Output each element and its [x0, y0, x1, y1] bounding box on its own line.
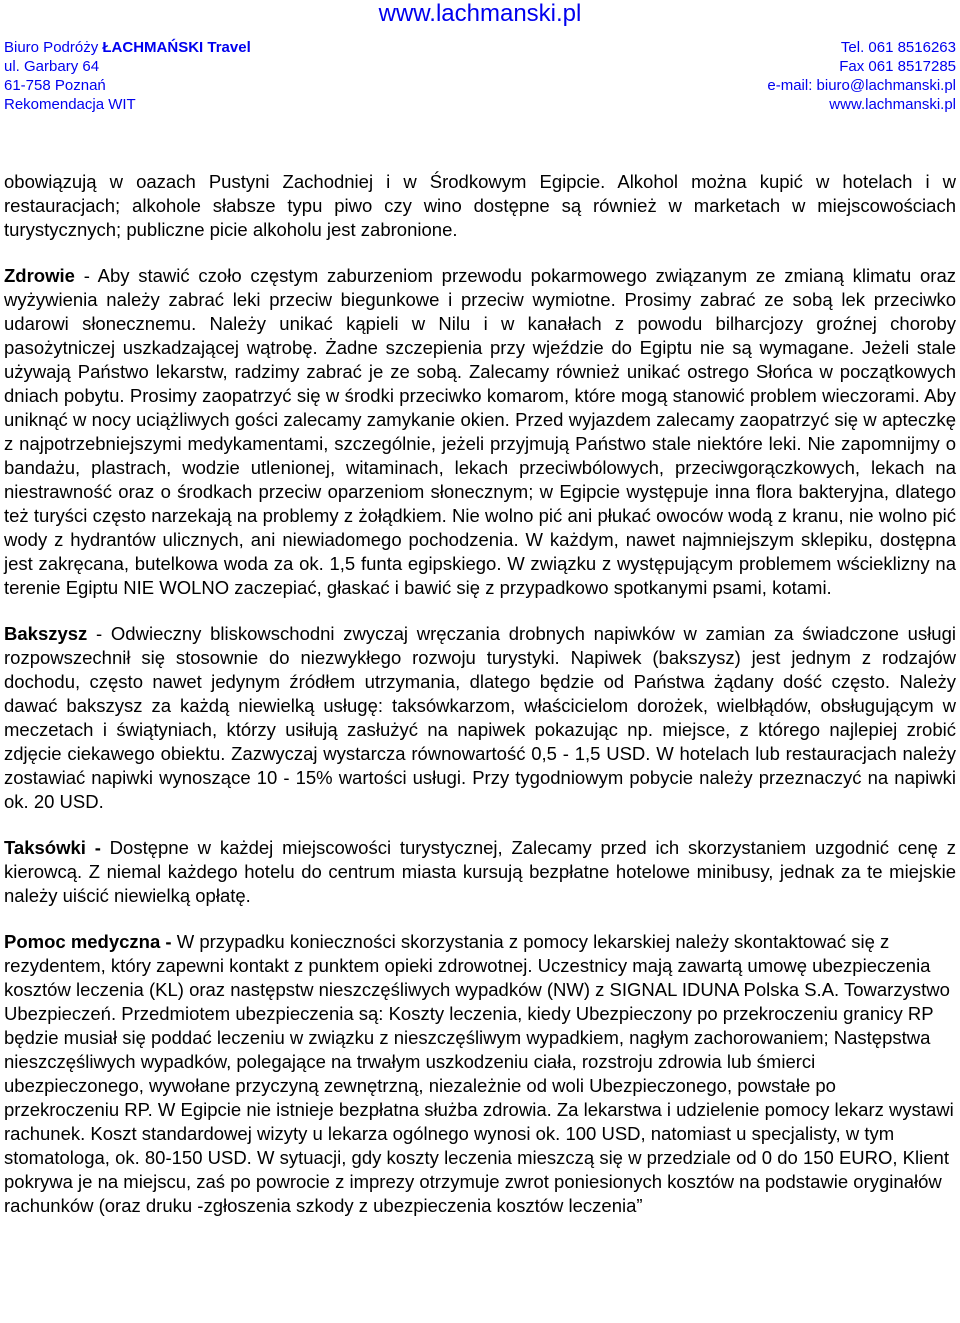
document-body	[4, 170, 956, 1240]
website-link[interactable]: www.lachmanski.pl	[829, 96, 956, 113]
city-address: 61-758 Poznań	[4, 77, 106, 94]
medical-heading: Pomoc medyczna -	[4, 931, 172, 952]
taxi-text: Dostępne w każdej miejscowości turystycznej, Zalecamy przed ich skorzystaniem uzgodnić cenę z kierowcą. Z niemal każdego hotelu do centrum miasta kursują bezpłatne hotelowe minibusy, jednak za te miejskie należy uiścić niewielką opłatę.	[4, 837, 956, 906]
letterhead-row-2	[0, 57, 960, 76]
street-address: ul. Garbary 64	[4, 58, 100, 75]
health-paragraph	[4, 264, 956, 600]
medical-text: W przypadku konieczności skorzystania z pomocy lekarskiej należy skontaktować się z rezydentem, który zapewni kontakt z punktem opieki zdrowotnej. Uczestnicy mają zawartą umowę ubezpieczenia kosztów leczenia (KL) oraz następstw nieszczęśliwych wypadków (NW) z SIGNAL IDUNA Polska S.A. Towarzystwo Ubezpieczeń. Przedmiotem ubezpieczenia są: Koszty leczenia, kiedy Ubezpieczony po przekroczeniu granicy RP będzie musiał się poddać leczeniu w związku z nieszczęśliwym wypadkiem, nagłym zachorowaniem; Następstwa nieszczęśliwych wypadków, polegające na trwałym uszkodzeniu ciała, rozstroju zdrowia lub śmierci ubezpieczonego, wywołane przyczyną zewnętrzną, niezależnie od woli Ubezpieczonego, powstałe po przekroczeniu RP. W Egipcie nie istnieje bezpłatna służba zdrowia. Za lekarstwa i udzielenie pomocy lekarz wystawi rachunek. Koszt standardowej wizyty u lekarza ogólnego wynosi ok. 100 USD, natomiast u specjalisty, w tym stomatologa, ok. 80-150 USD. W sytuacji, gdy koszty leczenia mieszczą się w przedziale od 0 do 150 EURO, Klient pokrywa je na miejscu, zaś po powrocie z imprezy otrzymuje zwrot poniesionych kosztów na podstawie oryginałów rachunków (oraz druku -zgłoszenia szkody z ubezpieczenia kosztów leczenia”	[4, 931, 954, 1216]
site-url-link[interactable]: www.lachmanski.pl	[378, 0, 582, 27]
medical-paragraph	[4, 930, 956, 1218]
health-heading: Zdrowie	[4, 265, 75, 286]
letterhead-row-3	[0, 76, 960, 95]
recommendation: Rekomendacja WIT	[4, 96, 136, 113]
tip-paragraph	[4, 622, 956, 814]
company-brand: ŁACHMAŃSKI Travel	[102, 39, 251, 56]
fax-number: Fax 061 8517285	[839, 58, 956, 75]
taxi-heading: Taksówki -	[4, 837, 101, 858]
tip-heading: Bakszysz	[4, 623, 88, 644]
letterhead-row-4	[0, 95, 960, 114]
company-prefix: Biuro Podróży	[4, 39, 103, 56]
health-text: - Aby stawić czoło częstym zaburzeniom przewodu pokarmowego związanym ze zmianą klimatu oraz wyżywienia należy zabrać leki przeciw biegunkowe i przeciw wymiotne. Prosimy zabrać ze sobą lek przeciwko udarowi słonecznemu. Należy unikać kąpieli w Nilu i w kanałach z powodu bilharcjozy groźnej choroby pasożytniczej uszkadzającej wątrobę. Żadne szczepienia przy wjeździe do Egiptu nie są wymagane. Jeżeli stale używają Państwo lekarstw, radzimy zabrać je ze sobą. Zalecamy również unikać ostrego Słońca w początkowych dniach pobytu. Prosimy zaopatrzyć się w środki przeciwko komarom, które mogą stanowić problem wieczorami. Aby uniknąć w nocy uciążliwych gości zalecamy zamykanie okien. Przed wyjazdem zalecamy zaopatrzyć się w apteczkę z najpotrzebniejszymi medykamentami, szczególnie, jeżeli przyjmują Państwo stale niektóre leki. Nie zapomnijmy o bandażu, plastrach, wodzie utlenionej, witaminach, lekach przeciwbólowych, przeciwgorączkowych, lekach na niestrawność oraz o środkach przeciw oparzeniom słonecznym; w Egipcie występuje inna flora bakteryjna, dlatego też turyści często narzekają na problemy z żołądkiem. Nie wolno pić ani płukać owoców wodą z kranu, nie wolno pić wody z hydrantów ulicznych, ani niewiadomego pochodzenia. W każdym, nawet najmniejszym sklepiku, dostępna jest zakręcana, butelkowa woda za ok. 1,5 funta egipskiego. W związku z występującym problemem wścieklizny na terenie Egiptu NIE WOLNO zaczepiać, głaskać i bawić się z przypadkowo spotkanymi psami, kotami.	[4, 265, 956, 598]
company-name	[4, 38, 251, 57]
email-link[interactable]: e-mail: biuro@lachmanski.pl	[767, 77, 956, 94]
letterhead	[0, 38, 960, 114]
tip-text: - Odwieczny bliskowschodni zwyczaj wręczania drobnych napiwków w zamian za świadczone usługi rozpowszechnił się stosownie do niezwykłego rozwoju turystyki. Napiwek (bakszysz) jest jednym z rodzajów dochodu, często nawet jedynym źródłem utrzymania, dlatego będzie od Państwa żądany dość często. Należy dawać bakszysz za każdą niewielką usługę: taksówkarzom, właścicielom dorożek, wielbłądów, obsługującym w meczetach i świątyniach, którzy usiłują zasłużyć na napiwek pokazując np. miejsce, z którego najlepiej zrobić zdjęcie ciekawego obiektu. Zazwyczaj wystarcza równowartość 0,5 - 1,5 USD. W hotelach lub restauracjach należy zostawiać napiwki wynoszące 10 - 15% wartości usługi. Przy tygodniowym pobycie należy przeznaczyć na napiwki ok. 20 USD.	[4, 623, 956, 812]
taxi-paragraph	[4, 836, 956, 908]
letterhead-row-1	[0, 38, 960, 57]
alcohol-paragraph: obowiązują w oazach Pustyni Zachodniej i w Środkowym Egipcie. Alkohol można kupić w hotelach i w restauracjach; alkohole słabsze typu piwo czy wino dostępne są również w marketach w miejscowościach turystycznych; publiczne picie alkoholu jest zabronione.	[4, 171, 956, 240]
phone-number: Tel. 061 8516263	[840, 39, 956, 56]
